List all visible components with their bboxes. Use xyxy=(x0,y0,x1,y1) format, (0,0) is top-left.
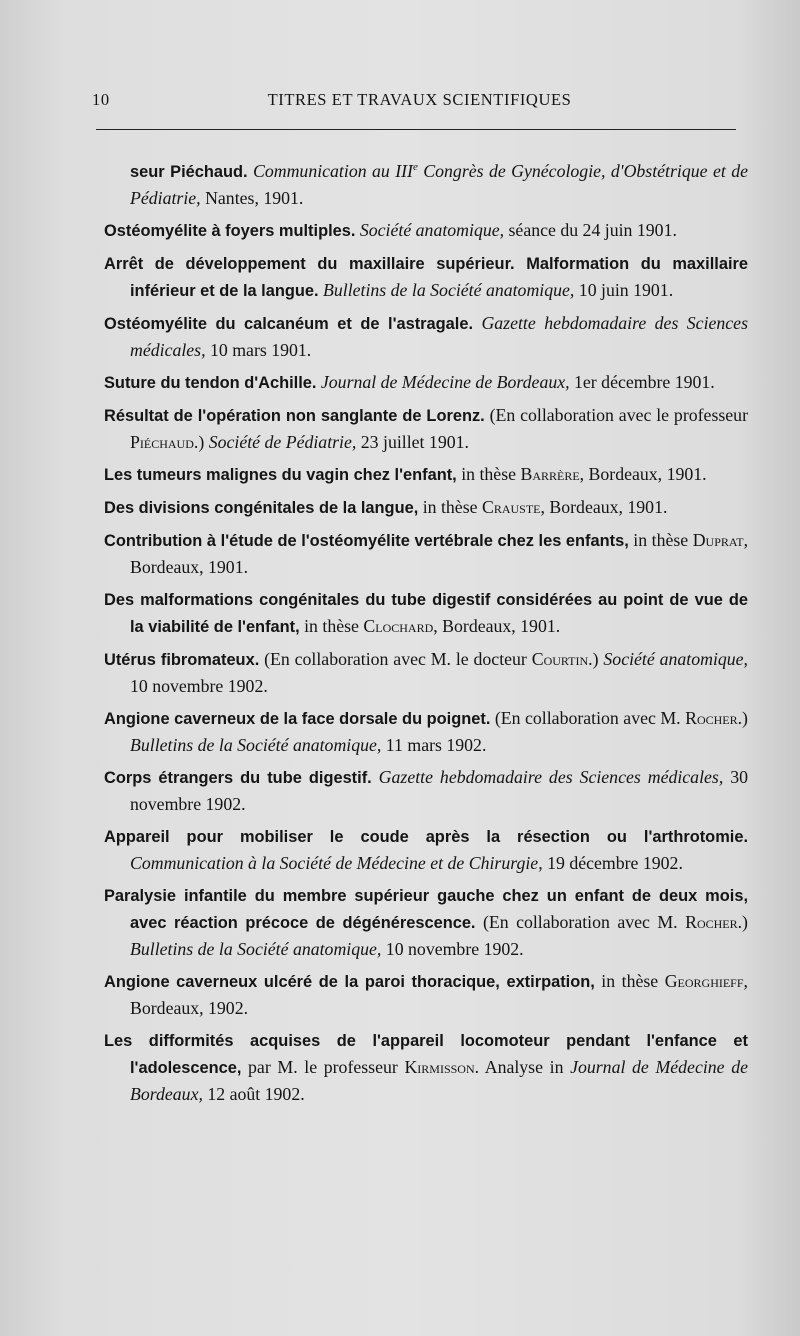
entry-date: 10 novembre 1902. xyxy=(130,675,268,696)
entry-date: 19 décembre 1902. xyxy=(542,852,683,873)
entry-title: Des divisions congénitales de la langue, xyxy=(104,498,419,517)
entry-text: (En collaboration avec M. xyxy=(475,911,686,932)
publication-entry xyxy=(104,823,748,876)
entry-date: 30 novembre 1902. xyxy=(130,766,749,814)
entry-text: .) xyxy=(193,431,209,452)
author-name: Crauste xyxy=(481,496,541,517)
journal-name: Bulletins de la Société anatomique, xyxy=(323,279,575,300)
entry-date: 10 novembre 1902. xyxy=(381,938,524,959)
ordinal-superscript: e xyxy=(412,161,418,173)
publication-entry xyxy=(104,402,748,455)
journal-name: Journal de Médecine de Bordeaux, xyxy=(130,1056,748,1104)
entry-title: Angione caverneux de la face dorsale du poignet. xyxy=(104,709,491,728)
author-name: Barrère xyxy=(520,463,580,484)
author-name: Rocher xyxy=(685,707,738,728)
entry-title: Ostéomyélite du calcanéum et de l'astragale. xyxy=(104,314,474,333)
entry-date: 1er décembre 1901. xyxy=(569,371,715,392)
entry-text: in thèse xyxy=(299,615,364,636)
entry-text: (En collaboration avec M. le docteur xyxy=(259,648,532,669)
journal-name: Congrès de Gynécologie, d'Obstétrique et de Pédiatrie, xyxy=(130,160,748,208)
entry-title: Angione caverneux ulcéré de la paroi thoracique, extirpation, xyxy=(104,972,595,991)
entry-date: , Bordeaux, 1901. xyxy=(130,529,749,577)
journal-name: Bulletins de la Société anatomique, xyxy=(130,938,382,959)
publication-entry xyxy=(104,369,748,396)
author-name: Rocher xyxy=(685,911,738,932)
journal-name: Gazette hebdomadaire des Sciences médicales, xyxy=(130,312,748,360)
journal-name: Société anatomique, xyxy=(603,648,749,669)
running-title: TITRES ET TRAVAUX SCIENTIFIQUES xyxy=(267,90,572,109)
entry-text: .) xyxy=(737,707,748,728)
author-name: Duprat xyxy=(692,529,744,550)
author-name: Kirmisson xyxy=(404,1056,475,1077)
publication-entry xyxy=(104,586,748,640)
publication-entry xyxy=(104,494,748,521)
publication-entry xyxy=(104,764,748,817)
entry-title: Les tumeurs malignes du vagin chez l'enfant, xyxy=(104,465,457,484)
entry-text: in thèse xyxy=(594,970,665,991)
publication-list xyxy=(104,154,748,1113)
journal-name: Journal de Médecine de Bordeaux, xyxy=(320,371,570,392)
publication-entry xyxy=(104,527,748,580)
publication-entry xyxy=(104,217,748,244)
entry-title: Résultat de l'opération non sanglante de Lorenz. xyxy=(104,406,485,425)
entry-text: par M. le professeur xyxy=(241,1056,405,1077)
entry-date: Nantes, 1901. xyxy=(200,187,304,208)
journal-name: Société de Pédiatrie, xyxy=(208,431,357,452)
journal-name: Société anatomique, xyxy=(359,219,505,240)
publication-entry xyxy=(104,646,748,699)
entry-date: , Bordeaux, 1901. xyxy=(433,615,561,636)
entry-title: Des malformations congénitales du tube digestif considérées au point de vue de la viabilité de l'enfant, xyxy=(104,590,748,636)
page-header xyxy=(92,90,735,116)
author-name: Piéchaud xyxy=(130,431,194,452)
entry-date: 12 août 1902. xyxy=(202,1083,305,1104)
entry-text: in thèse xyxy=(456,463,521,484)
header-rule xyxy=(96,129,736,130)
journal-name: Gazette hebdomadaire des Sciences médicales, xyxy=(378,766,724,787)
journal-name: Bulletins de la Société anatomique, xyxy=(130,734,382,755)
publication-entry xyxy=(104,310,748,363)
author-name: Clochard xyxy=(363,615,434,636)
entry-title: seur Piéchaud. xyxy=(130,162,248,181)
entry-date: 23 juillet 1901. xyxy=(356,431,469,452)
entry-date: 10 juin 1901. xyxy=(574,279,674,300)
entry-text: .) xyxy=(588,648,604,669)
publication-entry xyxy=(104,1027,748,1107)
publication-entry xyxy=(104,250,748,304)
entry-text: in thèse xyxy=(628,529,693,550)
entry-text: (En collaboration avec M. xyxy=(490,707,686,728)
entry-date: , Bordeaux, 1902. xyxy=(130,970,748,1018)
publication-entry xyxy=(104,705,748,758)
publication-entry xyxy=(104,968,748,1021)
entry-date: 10 mars 1901. xyxy=(205,339,312,360)
publication-entry xyxy=(104,154,748,211)
entry-text: (En collaboration avec le professeur xyxy=(484,404,748,425)
entry-date: séance du 24 juin 1901. xyxy=(504,219,677,240)
entry-text: in thèse xyxy=(418,496,482,517)
entry-title: Appareil pour mobiliser le coude après la résection ou l'arthrotomie. xyxy=(104,827,748,846)
entry-text: . Analyse in xyxy=(474,1056,571,1077)
entry-title: Paralysie infantile du membre supérieur gauche chez un enfant de deux mois, avec réaction précoce de dégénérescence. xyxy=(104,886,748,932)
entry-title: Contribution à l'étude de l'ostéomyélite vertébrale chez les enfants, xyxy=(104,531,629,550)
publication-entry xyxy=(104,882,748,962)
entry-title: Ostéomyélite à foyers multiples. xyxy=(104,221,356,240)
journal-name: Communication à la Société de Médecine et de Chirurgie, xyxy=(130,852,543,873)
author-name: Georghieff xyxy=(664,970,744,991)
entry-title: Arrêt de développement du maxillaire supérieur. Malformation du maxillaire inférieur et de la langue. xyxy=(104,254,748,300)
entry-date: , Bordeaux, 1901. xyxy=(579,463,707,484)
entry-title: Suture du tendon d'Achille. xyxy=(104,373,317,392)
journal-name: Communication au III xyxy=(253,160,413,181)
page-number: 10 xyxy=(92,90,110,109)
entry-date: 11 mars 1902. xyxy=(381,734,487,755)
entry-title: Utérus fibromateux. xyxy=(104,650,260,669)
entry-date: , Bordeaux, 1901. xyxy=(540,496,668,517)
entry-title: Corps étrangers du tube digestif. xyxy=(104,768,372,787)
author-name: Courtin xyxy=(531,648,589,669)
entry-text: .) xyxy=(737,911,748,932)
entry-title: Les difformités acquises de l'appareil locomoteur pendant l'enfance et l'adolescence, xyxy=(104,1031,748,1077)
publication-entry xyxy=(104,461,748,488)
entry-text xyxy=(372,767,379,787)
